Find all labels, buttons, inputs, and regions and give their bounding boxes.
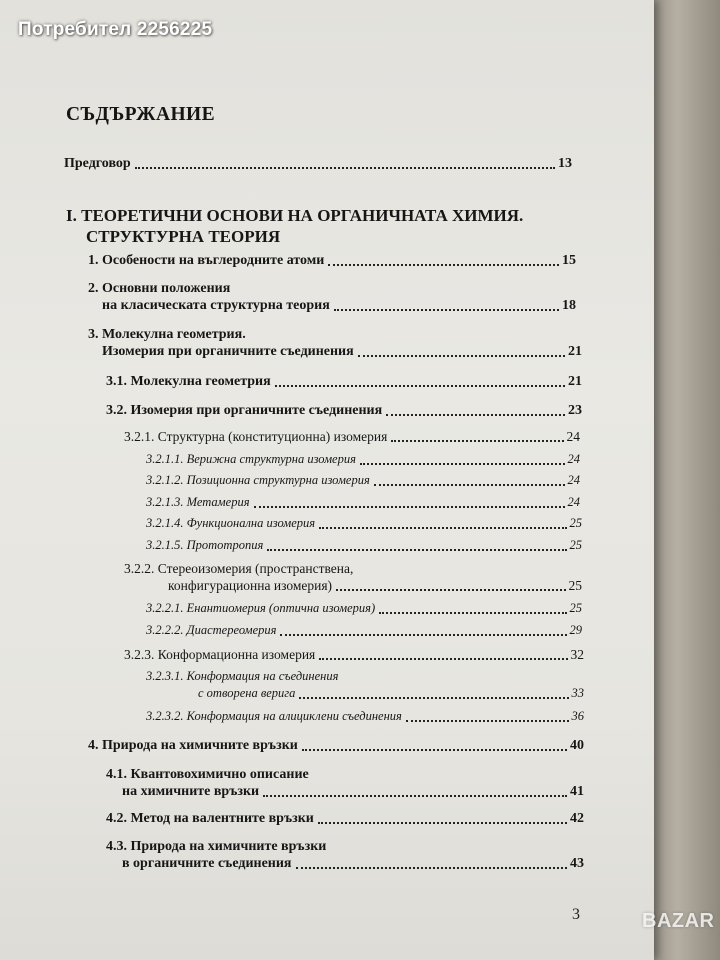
toc-page: 25 — [569, 538, 582, 552]
toc-page: 36 — [571, 709, 584, 723]
toc-entry-3-2-2-2 — [146, 622, 582, 639]
toc-label-line2: на класическата структурна теория — [102, 298, 330, 313]
toc-label: 3.1. Молекулна геометрия — [106, 374, 271, 389]
toc-entry-preface — [64, 155, 572, 172]
toc-page: 43 — [570, 856, 584, 871]
toc-entry-3-2-1-1 — [146, 451, 580, 468]
toc-page: 25 — [568, 578, 582, 593]
toc-page: 41 — [570, 784, 584, 799]
toc-entry-3-2-1-3 — [146, 494, 580, 511]
dot-leader — [275, 385, 565, 387]
dot-leader — [360, 463, 565, 465]
brand-logo: BAZAR — [642, 910, 715, 932]
toc-label: 3.2.3. Конформационна изомерия — [124, 647, 316, 662]
dot-leader — [328, 264, 559, 266]
toc-label: 3.2.1.5. Прототропия — [146, 538, 264, 552]
page-title: СЪДЪРЖАНИЕ — [66, 104, 216, 125]
toc-label: Предговор — [64, 156, 131, 171]
toc-page: 42 — [570, 811, 584, 826]
toc-label: 3.2.1.2. Позиционна структурна изомерия — [146, 473, 370, 487]
toc-label-line1: 3.2.3.1. Конформация на съединения — [146, 669, 339, 683]
dot-leader — [318, 822, 567, 824]
toc-entry-4-2 — [106, 810, 584, 827]
toc-page: 23 — [568, 403, 582, 418]
toc-page: 32 — [570, 647, 584, 662]
dot-leader — [386, 414, 565, 416]
toc-label: 3.2.1.3. Метамерия — [146, 495, 250, 509]
toc-entry-3-2-3 — [124, 646, 584, 663]
toc-page: 33 — [571, 686, 584, 700]
book-edge — [654, 0, 720, 960]
part-title-line1: I. ТЕОРЕТИЧНИ ОСНОВИ НА ОРГАНИЧНАТА ХИМИЯ. — [66, 206, 524, 225]
toc-page: 25 — [569, 516, 582, 530]
user-watermark: Потребител 2256225 — [18, 19, 213, 40]
toc-label-line1: 4.1. Квантовохимично описание — [106, 767, 309, 782]
dot-leader — [135, 167, 555, 169]
toc-entry-3-2-3-2 — [146, 708, 584, 725]
dot-leader — [267, 549, 566, 551]
toc-entry-3-2-2 — [124, 560, 582, 594]
toc-entry-3-1 — [106, 373, 582, 390]
toc-label-line1: 3.2.2. Стереоизомерия (пространствена, — [124, 561, 354, 576]
toc-page: 21 — [568, 344, 582, 359]
toc-entry-3 — [88, 326, 582, 360]
dot-leader — [296, 867, 568, 869]
dot-leader — [358, 355, 565, 357]
dot-leader — [391, 440, 563, 442]
toc-page: 18 — [562, 298, 576, 313]
page-number: 3 — [572, 906, 580, 923]
toc-entry-2 — [88, 280, 576, 314]
toc-page: 40 — [570, 738, 584, 753]
toc-entry-3-2-2-1 — [146, 600, 582, 617]
dot-leader — [299, 697, 568, 699]
toc-entry-4 — [88, 737, 584, 754]
toc-page: 24 — [567, 452, 580, 466]
toc-entry-4-1 — [106, 766, 584, 800]
toc-label: 3.2.1. Структурна (конституционна) изомерия — [124, 429, 388, 444]
toc-label: 3.2.2.1. Енантиомерия (оптична изомерия) — [146, 601, 376, 615]
toc-label: 3.2.1.1. Верижна структурна изомерия — [146, 452, 356, 466]
dot-leader — [319, 658, 567, 660]
dot-leader — [280, 634, 566, 636]
toc-entry-3-2-1-4 — [146, 515, 582, 532]
toc-entry-3-2-3-1 — [146, 668, 584, 702]
toc-label-line2: конфигурационна изомерия) — [168, 578, 333, 593]
toc-page: 21 — [568, 374, 582, 389]
toc-page: 15 — [562, 253, 576, 268]
toc-page: 24 — [567, 473, 580, 487]
dot-leader — [319, 527, 566, 529]
toc-label: 3.2. Изомерия при органичните съединения — [106, 403, 383, 418]
toc-page: 13 — [558, 156, 572, 171]
toc-label-line2: с отворена верига — [198, 686, 296, 700]
toc-page: 24 — [566, 429, 580, 444]
dot-leader — [254, 506, 565, 508]
dot-leader — [302, 749, 567, 751]
toc-entry-1 — [88, 252, 576, 269]
toc-page: 24 — [567, 495, 580, 509]
dot-leader — [334, 309, 559, 311]
toc-label: 4. Природа на химичните връзки — [88, 738, 298, 753]
toc-label: 3.2.2.2. Диастереомерия — [146, 623, 277, 637]
toc-page: 29 — [569, 623, 582, 637]
toc-label-line1: 2. Основни положения — [88, 281, 231, 296]
toc-entry-4-3 — [106, 838, 584, 872]
toc-label-line2: на химичните връзки — [122, 784, 260, 799]
toc-part-heading — [66, 205, 523, 247]
dot-leader — [374, 484, 565, 486]
toc-label: 1. Особености на въглеродните атоми — [88, 253, 325, 268]
toc-label-line1: 4.3. Природа на химичните връзки — [106, 839, 327, 854]
dot-leader — [263, 795, 567, 797]
dot-leader — [336, 589, 565, 591]
toc-label-line2: Изомерия при органичните съединения — [102, 344, 354, 359]
dot-leader — [379, 612, 566, 614]
toc-page: 25 — [569, 601, 582, 615]
toc-entry-3-2-1 — [124, 428, 580, 445]
dot-leader — [406, 720, 569, 722]
toc-entry-3-2-1-5 — [146, 537, 582, 554]
toc-label: 4.2. Метод на валентните връзки — [106, 811, 314, 826]
part-title-line2: СТРУКТУРНА ТЕОРИЯ — [86, 227, 281, 246]
toc-label-line2: в органичните съединения — [122, 856, 292, 871]
toc-label-line1: 3. Молекулна геометрия. — [88, 327, 246, 342]
toc-entry-3-2-1-2 — [146, 472, 580, 489]
toc-label: 3.2.1.4. Функционална изомерия — [146, 516, 316, 530]
toc-label: 3.2.3.2. Конформация на алициклени съединения — [146, 709, 402, 723]
toc-entry-3-2 — [106, 402, 582, 419]
